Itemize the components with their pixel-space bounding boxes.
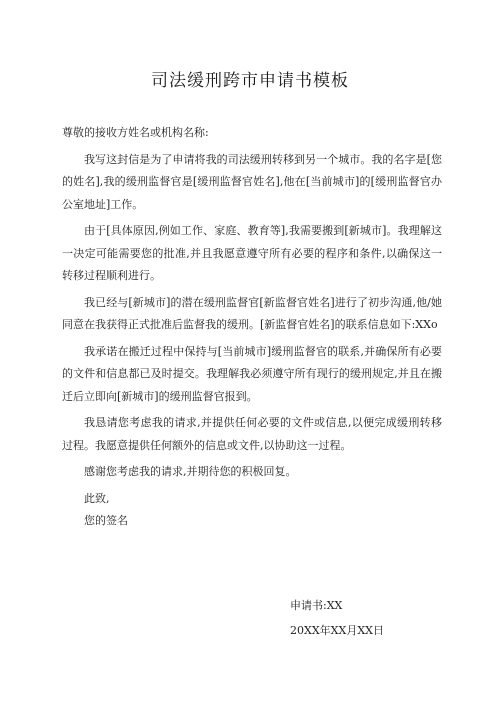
- paragraph: 由于[具体原因,例如工作、家庭、教育等],我需要搬到[新城市]。我理解这一决定可能需要您的批准,并且我愿意遵守所有必要的程序和条件,以确保这一转移过程顺利进行。: [62, 224, 442, 282]
- paragraph: 我已经与[新城市]的潜在缓刑监督官[新监督官姓名]进行了初步沟通,他/她同意在我获得正式批准后监督我的缓刑。[新监督官姓名]的联系信息如下:XXo: [62, 295, 442, 331]
- paragraph: 我承诺在搬迁过程中保持与[当前城市]缓刑监督官的联系,并确保所有必要的文件和信息都已及时提交。我理解我必须遵守所有现行的缓刑规定,并且在搬迁后立即向[新城市]的缓刑监督官报到。: [62, 344, 442, 403]
- signature-line: 您的签名: [84, 514, 128, 527]
- salutation-line: 此致,: [84, 491, 110, 505]
- document-title: 司法缓刑跨市申请书模板: [151, 71, 349, 91]
- paragraph: 我写这封信是为了申请将我的司法缓刑转移到另一个城市。我的名字是[您的姓名],我的缓刑监督官是[缓刑监督官姓名],他在[当前城市]的[缓刑监督官办公室地址]工作。: [62, 152, 442, 211]
- greeting-line: 尊敬的接收方姓名或机构名称:: [62, 126, 209, 139]
- paragraph: 我恳请您考虑我的请求,并提供任何必要的文件或信息,以便完成缓刑转移过程。我愿意提供任何额外的信息或文件,以协助这一过程。: [62, 416, 442, 452]
- date-line: 20XX年XX月XX日: [290, 624, 384, 637]
- applicant-line: 申请书:XX: [290, 599, 343, 612]
- paragraph: 感谢您考虑我的请求,并期待您的积极回复。: [84, 465, 297, 478]
- letter-body: [62, 122, 442, 533]
